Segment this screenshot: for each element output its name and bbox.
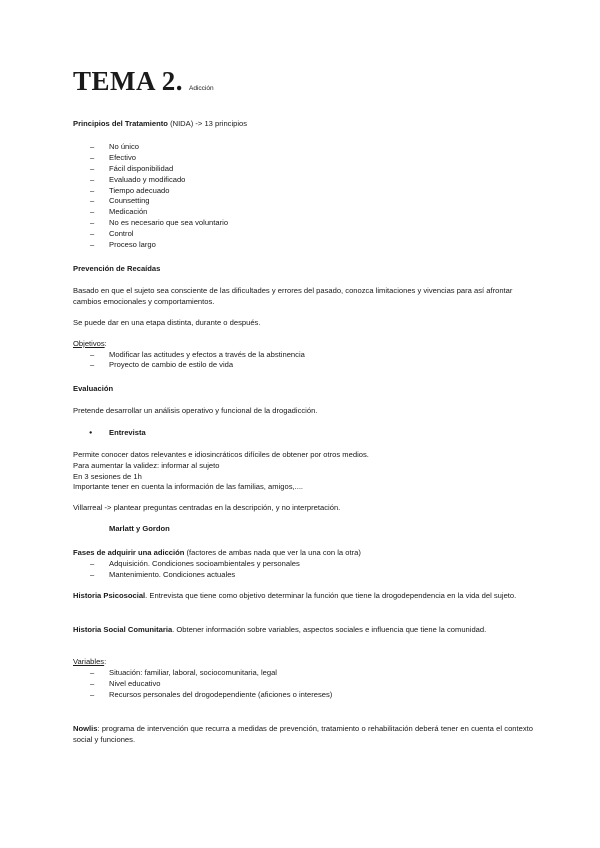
fases-rest: (factores de ambas nada que ver la una con la otra) (184, 548, 361, 557)
principio-item: – Proceso largo (73, 240, 533, 251)
objetivo-item: – Modificar las actitudes y efectos a través de la abstinencia (73, 350, 533, 361)
nowlis-section (73, 724, 533, 746)
principio-item: – Evaluado y modificado (73, 175, 533, 186)
title-text: TEMA 2. (73, 66, 184, 96)
historia-psico-text: . Entrevista que tiene como objetivo determinar la función que tiene la drogodependencia en la vida del sujeto. (145, 591, 517, 600)
historia-social-text: . Obtener información sobre variables, aspectos sociales e influencia que tiene la comunidad. (172, 625, 487, 634)
subtitle-text: Adicción (189, 85, 214, 92)
objetivos-list (73, 350, 533, 372)
page-title (73, 66, 214, 96)
evaluacion-section (73, 384, 533, 535)
prevencion-p2: Se puede dar en una etapa distinta, durante o después. (73, 317, 261, 327)
variables-list (73, 668, 533, 701)
nowlis-text: : programa de intervención que recurra a medidas de prevención, tratamiento o rehabilitación deberá tener en cuenta el contexto social y funciones. (73, 724, 533, 744)
prevencion-heading: Prevención de Recaídas (73, 264, 161, 273)
prevencion-section: Prevención de Recaídas Basado en que el sujeto sea consciente de las dificultades y errores del pasado, conozca limitaciones y vivencias para así afrontar cambios emocionales y comportamientos. Se puede dar en una etapa distinta, durante o después. Objetivos: – Modificar las actitudes y efectos a través de la abstinencia – Proyecto de cambio de estilo de vida (73, 264, 533, 371)
fase-item: – Adquisición. Condiciones socioambientales y personales (73, 559, 533, 570)
nowlis-heading: Nowlis (73, 724, 98, 733)
principio-item: – Control (73, 229, 533, 240)
principio-item: – No único (73, 142, 533, 153)
entrevista-line: En 3 sesiones de 1h (73, 471, 142, 481)
historia-psico-heading: Historia Psicosocial (73, 591, 146, 600)
objetivo-item: – Proyecto de cambio de estilo de vida (73, 360, 533, 371)
variables-label: Variables (73, 657, 105, 666)
entrevista-line: Permite conocer datos relevantes e idiosincráticos difíciles de obtener por otros medios. (73, 449, 369, 459)
entrevista-line: Para aumentar la validez: informar al sujeto (73, 460, 220, 470)
fases-heading: Fases de adquirir una adicción (73, 548, 185, 557)
marlatt-line: Marlatt y Gordon (109, 524, 170, 534)
evaluacion-heading: Evaluación (73, 384, 114, 393)
principio-item: – Medicación (73, 207, 533, 218)
entrevista-line: Importante tener en cuenta la información de las familias, amigos,.... (73, 482, 304, 492)
evaluacion-p1: Pretende desarrollar un análisis operativo y funcional de la drogadicción. (73, 405, 318, 415)
principio-item: – Tiempo adecuado (73, 186, 533, 197)
variable-item: – Recursos personales del drogodependiente (aficiones o intereses) (73, 690, 533, 701)
principios-heading-line (73, 119, 533, 130)
historia-social-section (73, 625, 533, 636)
variables-section: Variables: – Situación: familiar, laboral, sociocomunitaria, legal – Nivel educativo – Recursos personales del drogodependiente (aficiones o intereses) (73, 657, 533, 701)
entrevista-bullet: ● Entrevista (73, 428, 533, 439)
variable-item: – Nivel educativo (73, 679, 533, 690)
fase-item: – Mantenimiento. Condiciones actuales (73, 570, 533, 581)
historia-social-heading: Historia Social Comunitaria (73, 625, 173, 634)
principios-list (73, 142, 533, 251)
principio-item: – Counsetting (73, 196, 533, 207)
principios-rest: (NIDA) -> 13 principios (167, 119, 248, 128)
principios-section (73, 119, 533, 251)
entrevista-lines (73, 450, 533, 494)
villarreal-line: Villarreal -> plantear preguntas centradas en la descripción, y no interpretación. (73, 503, 341, 513)
fases-list (73, 559, 533, 581)
principio-item: – Efectivo (73, 153, 533, 164)
fases-heading-line (73, 548, 533, 559)
variable-item: – Situación: familiar, laboral, sociocomunitaria, legal (73, 668, 533, 679)
principio-item: – No es necesario que sea voluntario (73, 218, 533, 229)
principios-heading: Principios del Tratamiento (73, 119, 168, 128)
principio-item: – Fácil disponibilidad (73, 164, 533, 175)
fases-section (73, 548, 533, 581)
prevencion-p1: Basado en que el sujeto sea consciente de las dificultades y errores del pasado, conozca limitaciones y vivencias para así afrontar cambios emocionales y comportamientos. (73, 285, 513, 306)
objetivos-label: Objetivos (73, 338, 105, 348)
historia-psico-section (73, 591, 533, 602)
